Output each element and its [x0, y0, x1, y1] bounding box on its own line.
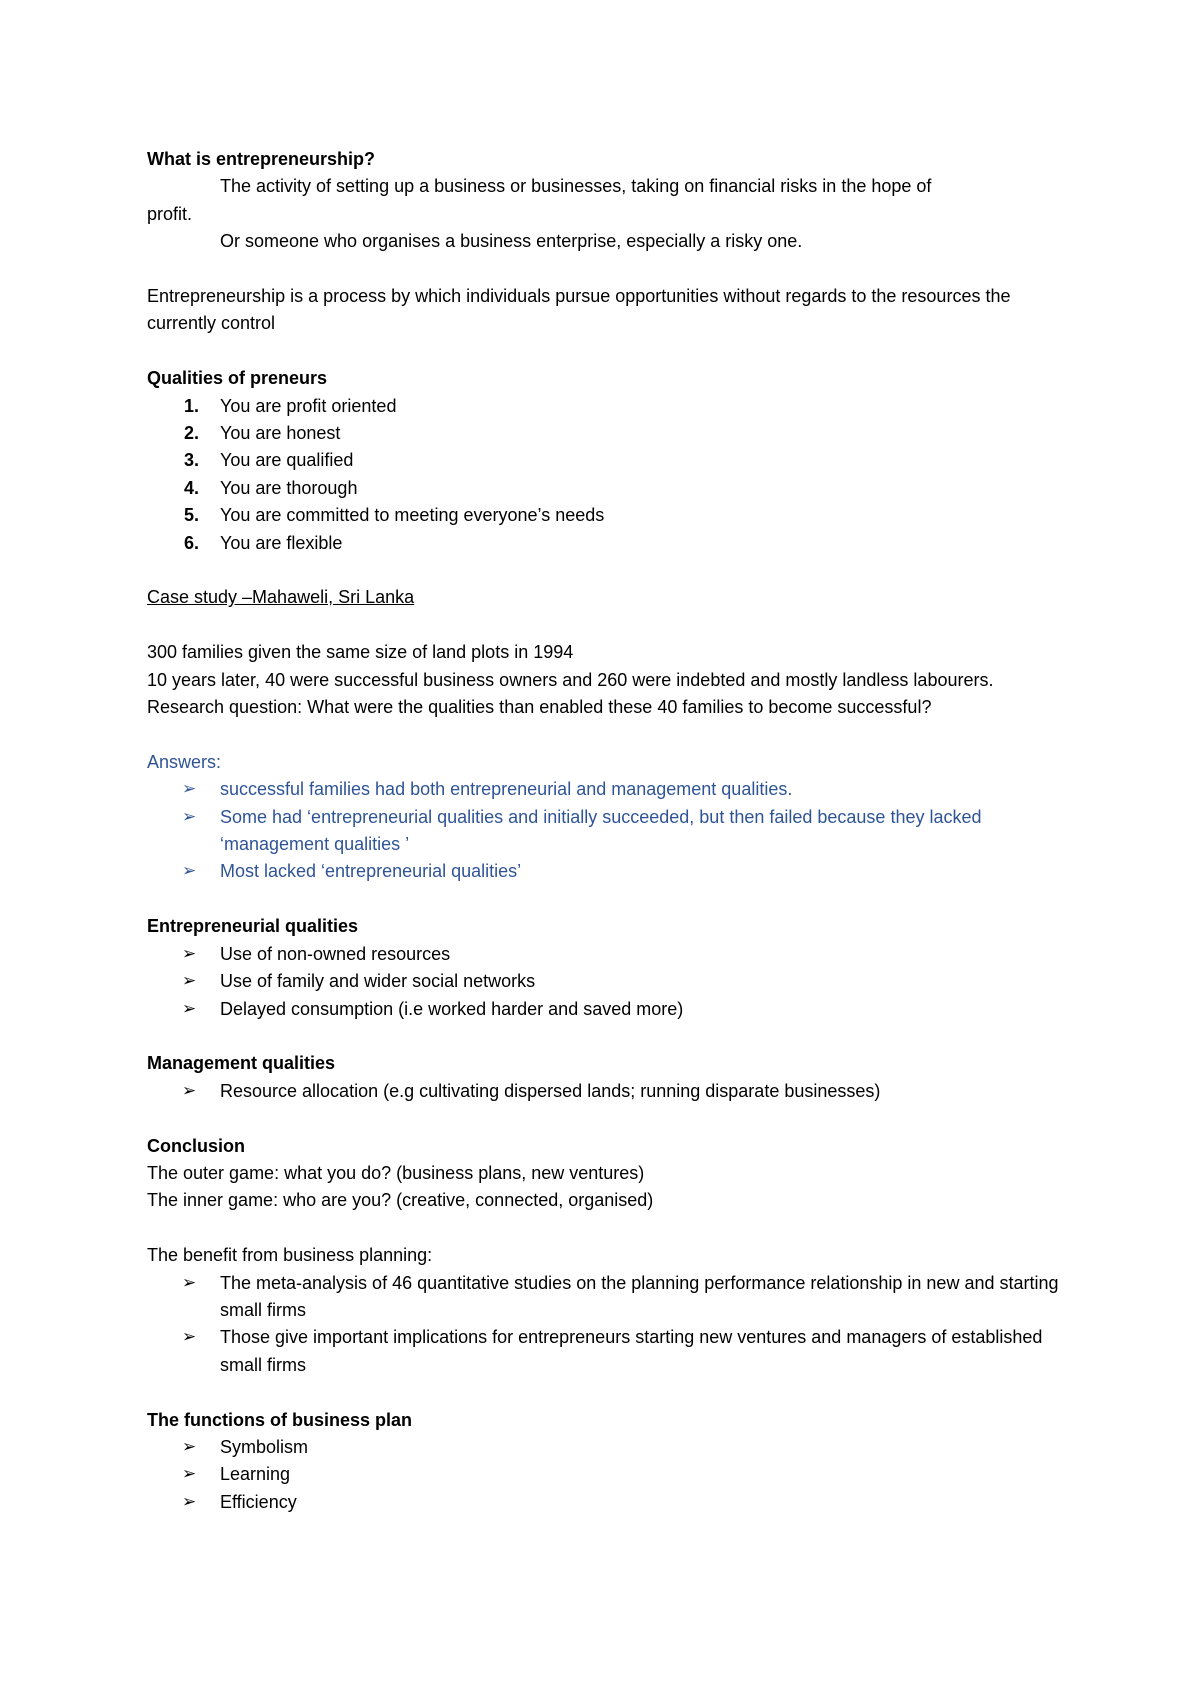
list-item-text: Symbolism: [220, 1436, 309, 1457]
list-number: 3.: [184, 450, 200, 471]
conclusion-outer-game: The outer game: what you do? (business plans, new ventures): [147, 1162, 645, 1183]
arrow-bullet-icon: ➢: [182, 1272, 197, 1293]
list-item: [147, 941, 1067, 968]
arrow-bullet-icon: ➢: [182, 806, 197, 827]
heading-benefit: The benefit from business planning:: [147, 1245, 433, 1266]
list-item-text: Use of family and wider social networks: [220, 971, 536, 992]
list-item-text: You are thorough: [220, 477, 358, 498]
arrow-bullet-icon: ➢: [182, 1327, 197, 1348]
list-item-text: successful families had both entrepreneurial and management qualities.: [220, 779, 793, 800]
heading-qualities: Qualities of preneurs: [147, 368, 328, 389]
arrow-bullet-icon: ➢: [182, 1080, 197, 1101]
definition-line-2: Or someone who organises a business enterprise, especially a risky one.: [220, 231, 803, 252]
list-item: [147, 1078, 1067, 1105]
arrow-bullet-icon: ➢: [182, 861, 197, 882]
list-item: [147, 1324, 1067, 1379]
list-item: [147, 1270, 1067, 1325]
case-study-line-1: 300 families given the same size of land plots in 1994: [147, 642, 574, 663]
answers-list: [147, 776, 1067, 886]
arrow-bullet-icon: ➢: [182, 998, 197, 1019]
list-item-text: You are committed to meeting everyone’s needs: [220, 505, 605, 526]
research-question: Research question: What were the qualities than enabled these 40 families to become successful?: [147, 697, 932, 718]
benefit-list: [147, 1270, 1067, 1380]
list-item-text: Most lacked ‘entrepreneurial qualities’: [220, 861, 522, 882]
heading-answers: Answers:: [147, 751, 222, 772]
spacer: [147, 256, 1067, 283]
arrow-bullet-icon: ➢: [182, 971, 197, 992]
spacer: [147, 1215, 1067, 1242]
spacer: [147, 1023, 1067, 1050]
heading-conclusion: Conclusion: [147, 1135, 245, 1156]
qualities-item: [147, 530, 1067, 557]
list-item-text: Use of non-owned resources: [220, 943, 451, 964]
case-study-line-2: 10 years later, 40 were successful business owners and 260 were indebted and mostly landless labourers.: [147, 669, 994, 690]
qualities-item: [147, 447, 1067, 474]
list-number: 6.: [184, 532, 200, 553]
list-number: 1.: [184, 395, 200, 416]
list-item: [147, 1489, 1067, 1516]
heading-entrepreneurial-qualities: Entrepreneurial qualities: [147, 916, 359, 937]
list-number: 5.: [184, 505, 200, 526]
arrow-bullet-icon: ➢: [182, 1436, 197, 1457]
list-item-text: Efficiency: [220, 1491, 297, 1512]
list-item-text: Resource allocation (e.g cultivating dispersed lands; running disparate businesses): [220, 1080, 881, 1101]
list-item-text: You are honest: [220, 423, 341, 444]
list-item-text: Learning: [220, 1464, 291, 1485]
answers-item: [147, 804, 1067, 859]
list-item: [147, 996, 1067, 1023]
list-item-text: You are qualified: [220, 450, 354, 471]
arrow-bullet-icon: ➢: [182, 1491, 197, 1512]
heading-what-is-entrepreneurship: What is entrepreneurship?: [147, 149, 376, 169]
definition-line-1-cont: profit.: [147, 203, 193, 224]
list-item-text: Some had ‘entrepreneurial qualities and initially succeeded, but then failed because they lacked ‘management qualities ’: [220, 806, 982, 855]
management-qualities-list: [147, 1078, 1067, 1105]
spacer: [147, 721, 1067, 748]
functions-list: [147, 1434, 1067, 1516]
definition-line-1: The activity of setting up a business or businesses, taking on financial risks in the hope of: [220, 176, 932, 197]
arrow-bullet-icon: ➢: [182, 943, 197, 964]
arrow-bullet-icon: ➢: [182, 1464, 197, 1485]
list-item-text: You are flexible: [220, 532, 343, 553]
spacer: [147, 557, 1067, 584]
list-item-text: Those give important implications for entrepreneurs starting new ventures and managers of established small firms: [220, 1327, 1043, 1375]
spacer: [147, 612, 1067, 639]
list-number: 2.: [184, 423, 200, 444]
list-item: [147, 1461, 1067, 1488]
process-paragraph: Entrepreneurship is a process by which individuals pursue opportunities without regards to the resources the currently control: [147, 286, 1011, 334]
document-body: [147, 146, 1067, 1516]
answers-item: [147, 858, 1067, 885]
conclusion-inner-game: The inner game: who are you? (creative, connected, organised): [147, 1190, 654, 1211]
qualities-item: [147, 393, 1067, 420]
list-item: [147, 968, 1067, 995]
answers-item: [147, 776, 1067, 803]
list-item-text: Delayed consumption (i.e worked harder and saved more): [220, 998, 684, 1019]
qualities-list: [147, 393, 1067, 557]
list-item-text: You are profit oriented: [220, 395, 397, 416]
heading-functions: The functions of business plan: [147, 1409, 413, 1430]
qualities-item: [147, 502, 1067, 529]
spacer: [147, 338, 1067, 365]
spacer: [147, 1105, 1067, 1132]
heading-case-study: Case study –Mahaweli, Sri Lanka: [147, 587, 415, 608]
list-item-text: The meta-analysis of 46 quantitative studies on the planning performance relationship in new and starting small firms: [220, 1272, 1059, 1320]
spacer: [147, 886, 1067, 913]
list-item: [147, 1434, 1067, 1461]
entrepreneurial-qualities-list: [147, 941, 1067, 1023]
spacer: [147, 1379, 1067, 1406]
arrow-bullet-icon: ➢: [182, 779, 197, 800]
qualities-item: [147, 475, 1067, 502]
heading-management-qualities: Management qualities: [147, 1053, 336, 1074]
qualities-item: [147, 420, 1067, 447]
list-number: 4.: [184, 477, 200, 498]
